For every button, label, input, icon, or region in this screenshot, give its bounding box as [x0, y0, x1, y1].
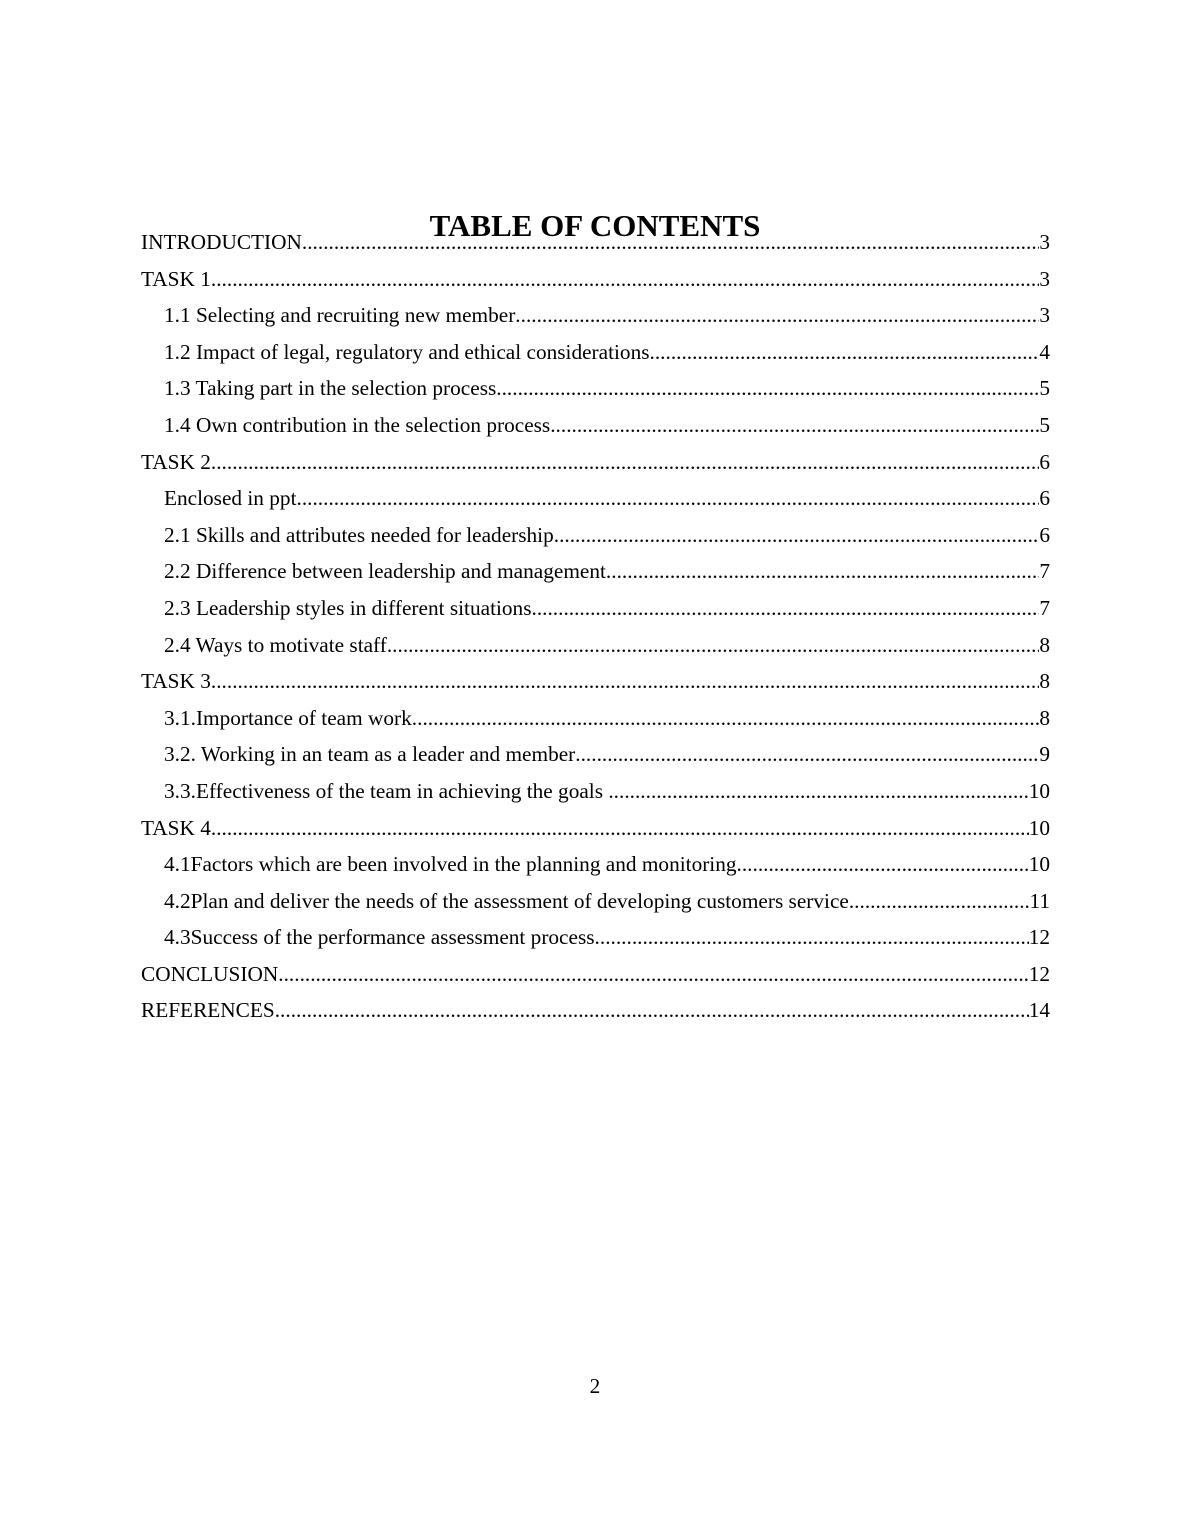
toc-entry-page: 11 [1029, 888, 1050, 913]
toc-entry-label: 1.1 Selecting and recruiting new member [164, 303, 516, 328]
toc-entry-4-1[interactable] [141, 846, 1050, 883]
toc-entry-page: 12 [1028, 961, 1050, 986]
toc-entry-1-4[interactable] [141, 407, 1050, 444]
toc-entry-1-3[interactable] [141, 370, 1050, 407]
toc-entry-page: 10 [1028, 852, 1050, 877]
toc-entry-page: 5 [1039, 376, 1050, 401]
toc-entry-label: 1.3 Taking part in the selection process [164, 376, 497, 401]
toc-dot-leader [211, 444, 1039, 481]
toc-entry-label: 2.1 Skills and attributes needed for leadership [164, 522, 554, 547]
toc-entry-label: 3.3.Effectiveness of the team in achieving the goals [164, 778, 609, 803]
toc-dot-leader [278, 956, 1028, 993]
toc-entry-label: 1.4 Own contribution in the selection process [164, 412, 551, 437]
toc-entry-page: 5 [1039, 412, 1050, 437]
toc-entry-enclosed-in-ppt[interactable] [141, 480, 1050, 517]
toc-entry-page: 6 [1039, 522, 1050, 547]
table-of-contents [141, 224, 1050, 1029]
toc-dot-leader [515, 297, 1039, 334]
toc-entry-page: 3 [1039, 230, 1050, 254]
toc-entry-3-3[interactable] [141, 773, 1050, 810]
toc-entry-page: 10 [1028, 815, 1050, 840]
toc-entry-label: TASK 3 [141, 669, 211, 694]
toc-entry-label: 3.2. Working in an team as a leader and member [164, 742, 576, 767]
toc-dot-leader [211, 261, 1039, 298]
toc-dot-leader [650, 334, 1040, 371]
toc-entry-page: 8 [1039, 632, 1050, 657]
toc-entry-page: 6 [1039, 486, 1050, 511]
toc-entry-3-2[interactable] [141, 736, 1050, 773]
toc-entry-label: 2.3 Leadership styles in different situations [164, 595, 532, 620]
toc-dot-leader [275, 992, 1029, 1029]
toc-entry-label: TASK 1 [141, 266, 211, 291]
toc-dot-leader [297, 480, 1040, 517]
toc-dot-leader [606, 553, 1039, 590]
toc-entry-page: 6 [1039, 449, 1050, 474]
toc-entry-label: TASK 4 [141, 815, 211, 840]
toc-entry-page: 10 [1028, 778, 1050, 803]
toc-dot-leader [849, 883, 1030, 920]
toc-entry-task-3[interactable] [141, 663, 1050, 700]
toc-entry-4-3[interactable] [141, 919, 1050, 956]
toc-entry-2-4[interactable] [141, 627, 1050, 664]
toc-entry-1-1[interactable] [141, 297, 1050, 334]
toc-entry-label: 2.4 Ways to motivate staff [164, 632, 387, 657]
toc-entry-page: 7 [1039, 595, 1050, 620]
toc-entry-page: 7 [1039, 559, 1050, 584]
toc-dot-leader [211, 663, 1039, 700]
toc-entry-label: Enclosed in ppt [164, 486, 297, 511]
toc-entry-page: 3 [1039, 266, 1050, 291]
toc-entry-page: 3 [1039, 303, 1050, 328]
toc-entry-task-1[interactable] [141, 261, 1050, 298]
toc-entry-label: TASK 2 [141, 449, 211, 474]
toc-entry-conclusion[interactable] [141, 956, 1050, 993]
toc-entry-label: REFERENCES [141, 998, 275, 1023]
toc-entry-2-1[interactable] [141, 517, 1050, 554]
toc-dot-leader [387, 627, 1039, 664]
toc-entry-2-3[interactable] [141, 590, 1050, 627]
toc-entry-page: 9 [1039, 742, 1050, 767]
toc-entry-2-2[interactable] [141, 553, 1050, 590]
toc-entry-label: INTRODUCTION [141, 230, 302, 254]
toc-entry-label: 4.2Plan and deliver the needs of the assessment of developing customers service [164, 888, 849, 913]
toc-entry-label: 4.1Factors which are been involved in the planning and monitoring [164, 852, 737, 877]
toc-entry-label: 4.3Success of the performance assessment process [164, 925, 595, 950]
toc-entry-1-2[interactable] [141, 334, 1050, 371]
toc-entry-page: 8 [1039, 669, 1050, 694]
toc-entry-label: 2.2 Difference between leadership and management [164, 559, 606, 584]
page-title: TABLE OF CONTENTS [429, 207, 761, 243]
toc-entry-label: CONCLUSION [141, 961, 279, 986]
toc-dot-leader [496, 370, 1039, 407]
page-number: 2 [589, 1374, 601, 1398]
toc-dot-leader [412, 700, 1040, 737]
toc-dot-leader [737, 846, 1029, 883]
toc-entry-introduction[interactable] [141, 224, 1050, 261]
toc-dot-leader [550, 407, 1039, 444]
toc-dot-leader [554, 517, 1040, 554]
toc-entry-task-2[interactable] [141, 444, 1050, 481]
toc-dot-leader [302, 224, 1039, 261]
toc-entry-3-1[interactable] [141, 700, 1050, 737]
toc-entry-page: 8 [1039, 705, 1050, 730]
toc-dot-leader [532, 590, 1040, 627]
toc-dot-leader [595, 919, 1029, 956]
toc-dot-leader [608, 773, 1028, 810]
toc-entry-references[interactable] [141, 992, 1050, 1029]
toc-dot-leader [575, 736, 1039, 773]
toc-entry-label: 1.2 Impact of legal, regulatory and ethical considerations [164, 339, 650, 364]
toc-entry-4-2[interactable] [141, 883, 1050, 920]
toc-entry-page: 12 [1028, 925, 1050, 950]
toc-entry-page: 4 [1039, 339, 1050, 364]
toc-entry-label: 3.1.Importance of team work [164, 705, 412, 730]
toc-entry-page: 14 [1028, 998, 1050, 1023]
toc-entry-task-4[interactable] [141, 810, 1050, 847]
toc-dot-leader [211, 810, 1029, 847]
